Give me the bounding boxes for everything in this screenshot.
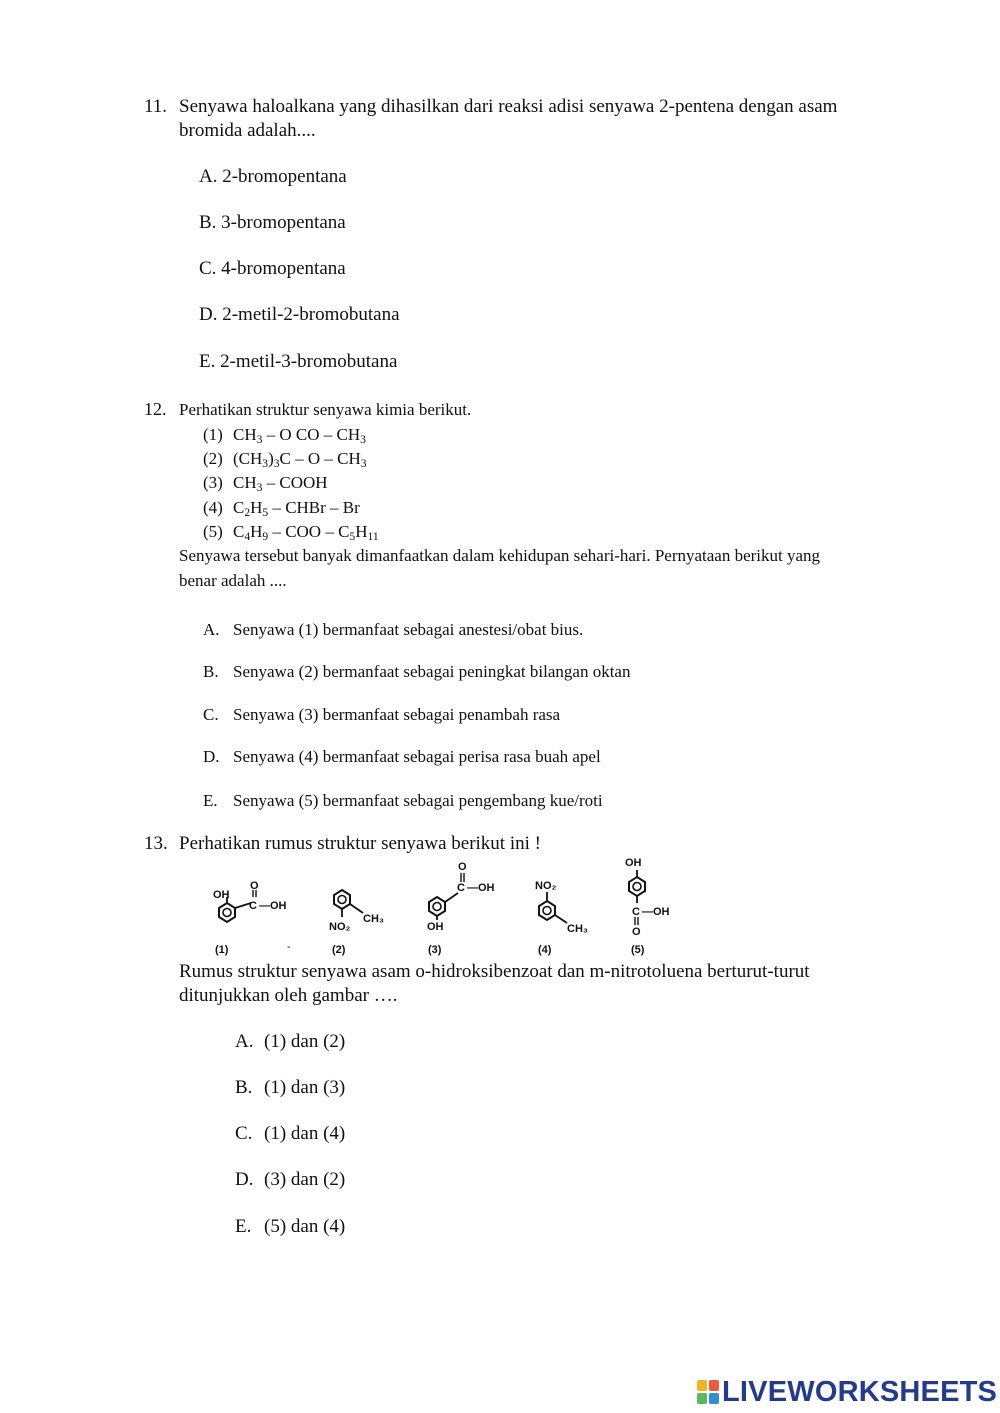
question-13-option-d-letter: D. [235, 1169, 254, 1190]
structure-4-label: (4) [538, 944, 552, 956]
structure-1-oh: OH [213, 889, 230, 901]
structure-figures [205, 855, 705, 960]
liveworksheets-logo-icon [697, 1380, 719, 1404]
compound-2-number: (2) [203, 449, 223, 468]
question-11-option-d[interactable]: D. 2-metil-2-bromobutana [199, 304, 400, 325]
structure-3-oh: OH [427, 921, 444, 933]
question-13-option-a-letter: A. [235, 1031, 254, 1052]
question-12-option-a[interactable]: Senyawa (1) bermanfaat sebagai anestesi/obat bius. [233, 620, 584, 639]
question-11-option-e[interactable]: E. 2-metil-3-bromobutana [199, 351, 398, 372]
structure-1 [213, 880, 287, 956]
question-13-option-e[interactable]: (5) dan (4) [264, 1216, 346, 1237]
structure-2-ch3: CH₃ [363, 913, 384, 925]
structure-1-o: O [250, 880, 259, 892]
question-13-option-e-letter: E. [235, 1216, 252, 1237]
compound-5-number: (5) [203, 522, 223, 541]
structure-2-label: (2) [332, 944, 346, 956]
compound-1-formula: $CH_3$ – O CO – $CH_3$ [233, 425, 366, 446]
structure-3-cooh-oh: —OH [467, 882, 495, 894]
compound-1-number: (1) [203, 425, 223, 444]
question-11-number: 11. [144, 96, 168, 117]
question-13-intro: Perhatikan rumus struktur senyawa berikut ini ! [179, 833, 541, 854]
question-12-option-b-letter: B. [203, 662, 219, 681]
question-13-option-a[interactable]: (1) dan (2) [264, 1031, 346, 1052]
question-13-option-c-letter: C. [235, 1123, 253, 1144]
compound-4-number: (4) [203, 498, 223, 517]
question-12-option-b[interactable]: Senyawa (2) bermanfaat sebagai peningkat bilangan oktan [233, 662, 631, 681]
structure-4-no2: NO₂ [535, 880, 557, 892]
question-12-text-line1: Senyawa tersebut banyak dimanfaatkan dalam kehidupan sehari-hari. Pernyataan berikut yang [179, 546, 821, 565]
question-12-option-c-letter: C. [203, 705, 219, 724]
structure-2 [329, 890, 384, 956]
question-13-option-b-letter: B. [235, 1077, 253, 1098]
structure-1-label: (1) [215, 944, 229, 956]
question-11-option-b[interactable]: B. 3-bromopentana [199, 212, 346, 233]
structure-5-label: (5) [631, 944, 645, 956]
structure-dash: - [287, 941, 291, 953]
question-12-option-d-letter: D. [203, 747, 220, 766]
compound-4-formula: $C_2H_5$ – CHBr – Br [233, 498, 360, 519]
structure-1-c: C [249, 900, 257, 912]
structure-1-cooh-oh: —OH [259, 900, 287, 912]
question-13-text-line1: Rumus struktur senyawa asam o-hidroksibenzoat dan m-nitrotoluena berturut-turut [179, 961, 810, 982]
structure-5-oh: OH [625, 857, 642, 869]
question-13-option-d[interactable]: (3) dan (2) [264, 1169, 346, 1190]
question-12-text-line2: benar adalah .... [179, 571, 287, 590]
question-11-option-c[interactable]: C. 4-bromopentana [199, 258, 346, 279]
structure-2-no2: NO₂ [329, 921, 351, 933]
structure-4-ch3: CH₃ [567, 923, 588, 935]
structure-figures-svg [205, 855, 705, 960]
question-12-intro: Perhatikan struktur senyawa kimia berikut. [179, 400, 472, 419]
question-11-option-a[interactable]: A. 2-bromopentana [199, 166, 347, 187]
structure-5-c: C [632, 906, 640, 918]
question-13-option-b[interactable]: (1) dan (3) [264, 1077, 346, 1098]
compound-5-formula: $C_4H_9$ – COO – $C_5H_{11}$ [233, 522, 379, 543]
question-12-option-a-letter: A. [203, 620, 220, 639]
structure-3 [427, 861, 495, 956]
structure-3-o: O [458, 861, 467, 873]
question-12-option-e-letter: E. [203, 791, 218, 810]
question-12-option-c[interactable]: Senyawa (3) bermanfaat sebagai penambah rasa [233, 705, 561, 724]
question-11-text-line2: bromida adalah.... [179, 120, 316, 141]
structure-5-o: O [632, 926, 641, 938]
question-13-text-line2: ditunjukkan oleh gambar …. [179, 985, 398, 1006]
compound-3-number: (3) [203, 473, 223, 492]
question-12-number: 12. [144, 399, 167, 419]
question-12-option-e[interactable]: Senyawa (5) bermanfaat sebagai pengembang kue/roti [233, 791, 603, 810]
question-13-number: 13. [144, 833, 168, 854]
compound-3-formula: $CH_3$ – COOH [233, 473, 328, 494]
structure-5 [625, 857, 670, 956]
structure-5-cooh-oh: —OH [642, 906, 670, 918]
question-11-text-line1: Senyawa haloalkana yang dihasilkan dari reaksi adisi senyawa 2-pentena dengan asam [179, 96, 838, 117]
structure-3-label: (3) [428, 944, 442, 956]
question-13-option-c[interactable]: (1) dan (4) [264, 1123, 346, 1144]
structure-3-c: C [457, 882, 465, 894]
compound-2-formula: $(CH_3)_3C$ – O – $CH_3$ [233, 449, 367, 470]
liveworksheets-brand: LIVEWORKSHEETS [722, 1376, 998, 1408]
structure-4 [535, 880, 588, 956]
question-12-option-d[interactable]: Senyawa (4) bermanfaat sebagai perisa rasa buah apel [233, 747, 601, 766]
